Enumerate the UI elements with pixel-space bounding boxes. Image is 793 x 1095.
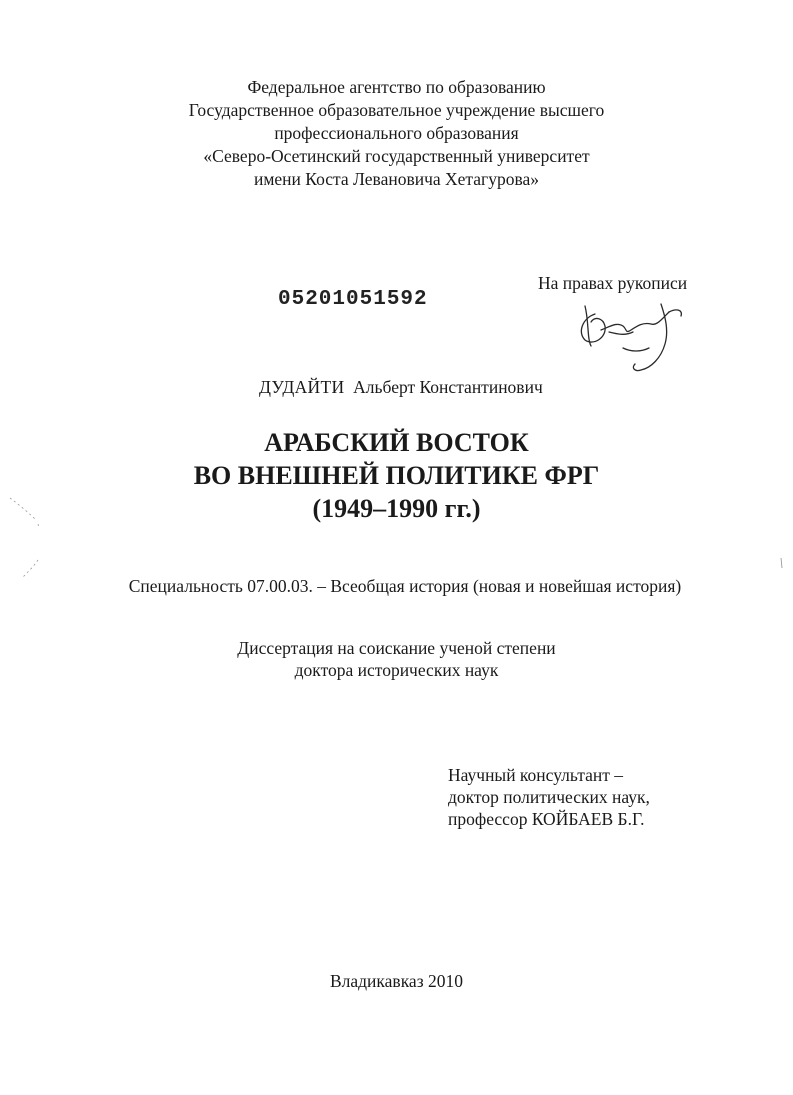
author-name bbox=[259, 377, 543, 398]
header-line-institution-type: Государственное образовательное учреждение высшего bbox=[188, 100, 605, 120]
scan-artifact-right bbox=[776, 556, 788, 572]
city-and-year: Владикавказ 2010 bbox=[329, 971, 463, 991]
institution-header bbox=[0, 76, 793, 191]
dissertation-title bbox=[0, 426, 793, 525]
header-line-education-level: профессионального образования bbox=[274, 123, 519, 143]
consultant-line-role: Научный консультант – bbox=[448, 765, 623, 785]
title-line-years: (1949–1990 гг.) bbox=[312, 494, 481, 523]
degree-statement-line-2: доктора исторических наук bbox=[294, 660, 499, 680]
title-line-1: АРАБСКИЙ ВОСТОК bbox=[264, 428, 529, 457]
header-line-university-namesake: имени Коста Левановича Хетагурова» bbox=[253, 169, 540, 189]
serial-number: 05201051592 bbox=[278, 288, 428, 311]
manuscript-rights-note: На правах рукописи bbox=[538, 273, 688, 293]
consultant-line-name: профессор КОЙБАЕВ Б.Г. bbox=[448, 809, 645, 829]
scan-artifact-left bbox=[8, 494, 48, 584]
header-line-agency: Федеральное агентство по образованию bbox=[247, 77, 546, 97]
degree-statement-line-1: Диссертация на соискание ученой степени bbox=[237, 638, 556, 658]
header-line-university: «Северо-Осетинский государственный университет bbox=[203, 146, 590, 166]
specialty-line: Специальность 07.00.03. – Всеобщая история (новая и новейшая история) bbox=[128, 576, 682, 596]
degree-statement bbox=[0, 637, 793, 681]
author-given-names: Альберт Константинович bbox=[353, 377, 543, 397]
title-line-2: ВО ВНЕШНЕЙ ПОЛИТИКЕ ФРГ bbox=[193, 461, 600, 490]
author-surname: ДУДАЙТИ bbox=[259, 377, 345, 397]
scientific-consultant bbox=[448, 764, 650, 830]
consultant-line-degree: доктор политических наук, bbox=[448, 787, 650, 807]
author-signature bbox=[565, 282, 690, 377]
